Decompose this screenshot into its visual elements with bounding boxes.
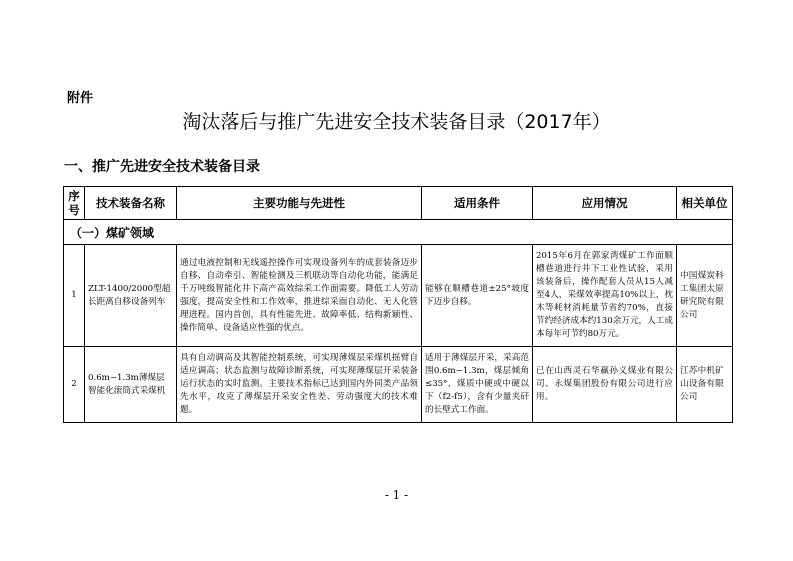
cell-name: 0.6m~1.3m薄煤层智能化滚筒式采煤机 — [85, 347, 177, 423]
section-heading: 一、推广先进安全技术装备目录 — [64, 159, 260, 175]
cell-application: 2015年6月在郭家湾煤矿工作面顺槽巷道进行井下工业性试验，采用该装备后，操作配套人员从15人减至4人，采煤效率提高10%以上，枕木等耗材消耗量节省约70%，直接节约经济成本约130余万元，人工成本每年可节约80万元。 — [533, 245, 677, 347]
cell-condition: 适用于薄煤层开采，采高范围0.6m~1.3m，煤层倾角≤35°，煤质中硬或中硬以下（f2-f5），含有少量夹矸的长壁式工作面。 — [422, 347, 533, 423]
table-header-row — [64, 187, 733, 220]
cell-unit: 中国煤炭科工集团太原研究院有限公司 — [677, 245, 733, 347]
cell-no: 2 — [64, 347, 85, 423]
cell-function: 具有自动调高及其智能控制系统，可实现薄煤层采煤机摇臂自适应调高；状态监测与故障诊断系统，可实现薄煤层开采装备运行状态的实时监测。主要技术指标已达到国内外同类产品领先水平，攻克了薄煤层开采安全性差、劳动强度大的技术难题。 — [177, 347, 422, 423]
cell-unit: 江苏中机矿山设备有限公司 — [677, 347, 733, 423]
attachment-label: 附件 — [67, 91, 94, 106]
cell-condition: 能够在顺槽巷道±25°坡度下迈步自移。 — [422, 245, 533, 347]
cell-function: 通过电液控制和无线遥控操作可实现设备列车的成套装备迈步自移、自动牵引、智能检测及三机联动等自动化功能，能满足千万吨级智能化井下高产高效综采工作面需要。降低工人劳动强度，提高安全性和工作效率，推进综采面自动化、无人化管理进程。国内首创，具有性能先进、故障率低、结构新颖性、操作简单、设备适应性强的优点。 — [177, 245, 422, 347]
document-title: 淘汰落后与推广先进安全技术装备目录（2017年） — [182, 111, 611, 133]
page-number: - 1 - — [384, 488, 409, 502]
table-row — [64, 245, 733, 347]
header-condition: 适用条件 — [422, 187, 533, 220]
category-row — [64, 220, 733, 245]
equipment-table — [63, 186, 733, 423]
header-function: 主要功能与先进性 — [177, 187, 422, 220]
header-application: 应用情况 — [533, 187, 677, 220]
cell-name: ZLT-1400/2000型超长距离自移设备列车 — [85, 245, 177, 347]
header-no: 序号 — [64, 187, 85, 220]
header-name: 技术装备名称 — [85, 187, 177, 220]
table-row — [64, 347, 733, 423]
cell-no: 1 — [64, 245, 85, 347]
category-label: （一）煤矿领域 — [64, 220, 733, 245]
header-unit: 相关单位 — [677, 187, 733, 220]
cell-application: 已在山西灵石华赢孙义煤业有限公司、永煤集团股份有限公司进行应用。 — [533, 347, 677, 423]
